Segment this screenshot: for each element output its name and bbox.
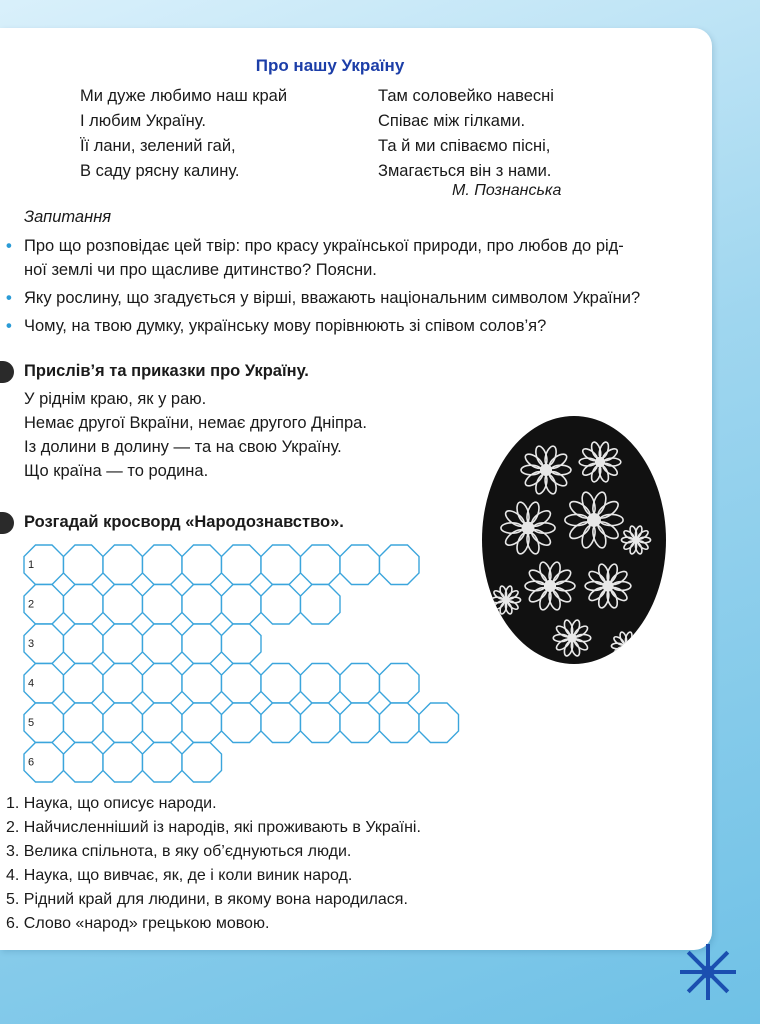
crossword-cell[interactable] — [182, 545, 222, 585]
poem-title: Про нашу Україну — [255, 56, 405, 75]
poem-line: Співає між гілками. — [378, 112, 526, 130]
crossword-cell[interactable] — [103, 545, 143, 585]
crossword-cell[interactable] — [222, 585, 262, 625]
poem-line: Змагається він з нами. — [378, 162, 552, 180]
poem-line: Ми дуже любимо наш край — [80, 87, 288, 105]
clue: 6. Слово «народ» грецькою мовою. — [6, 915, 270, 932]
clue: 2. Найчисленніший із народів, які проживають в Україні. — [6, 819, 421, 836]
crossword-cell[interactable] — [143, 664, 183, 704]
petrykivka-egg-icon — [476, 410, 672, 670]
poem-author: М. Познанська — [452, 182, 562, 199]
crossword-cell[interactable] — [64, 585, 104, 625]
crossword-cell[interactable] — [261, 585, 301, 625]
ornament-icon — [676, 940, 740, 1004]
proverb: Із долини в долину — та на свою Україну. — [24, 438, 342, 456]
crossword-cell[interactable] — [222, 624, 262, 664]
crossword-cell[interactable] — [143, 624, 183, 664]
crossword-cell[interactable] — [143, 703, 183, 743]
crossword-cell[interactable] — [340, 545, 380, 585]
crossword-cell[interactable] — [340, 703, 380, 743]
clue: 4. Наука, що вивчає, як, де і коли виник народ. — [6, 867, 353, 884]
crossword-cell[interactable] — [64, 545, 104, 585]
crossword-cell[interactable] — [222, 703, 262, 743]
crossword-cell[interactable] — [301, 545, 341, 585]
crossword-cell[interactable] — [261, 664, 301, 704]
poem-line: Її лани, зелений гай, — [80, 137, 236, 155]
crossword-cell[interactable] — [103, 664, 143, 704]
proverb: Що країна — то родина. — [24, 462, 209, 480]
crossword-cell[interactable] — [380, 545, 420, 585]
clue: 1. Наука, що описує народи. — [6, 795, 217, 812]
crossword-cell[interactable] — [301, 664, 341, 704]
bullet-icon: • — [6, 237, 12, 255]
crossword-cell[interactable] — [182, 743, 222, 783]
crossword-cell[interactable] — [222, 545, 262, 585]
crossword-row-number: 1 — [28, 559, 35, 571]
crossword-heading: Розгадай кросворд «Народознавство». — [24, 513, 344, 531]
crossword-cell[interactable] — [340, 664, 380, 704]
proverbs-heading: Прислів’я та приказки про Україну. — [24, 362, 309, 380]
crossword-cell[interactable] — [182, 664, 222, 704]
questions-heading: Запитання — [24, 208, 112, 226]
crossword-cell[interactable] — [261, 545, 301, 585]
bullet-icon: • — [6, 317, 12, 335]
crossword-row-number: 3 — [28, 638, 35, 650]
crossword-cell[interactable] — [182, 703, 222, 743]
crossword-cell[interactable] — [143, 743, 183, 783]
crossword-cell[interactable] — [64, 743, 104, 783]
crossword-cell[interactable] — [261, 703, 301, 743]
crossword-cell[interactable] — [222, 664, 262, 704]
question-item: • Про що розповідає цей твір: про красу української природи, про любов до рід- ної землі чи про щасливе дитинство? Поясни. — [24, 234, 684, 282]
crossword-cell[interactable] — [103, 743, 143, 783]
crossword-cell[interactable] — [103, 703, 143, 743]
crossword-cell[interactable] — [380, 664, 420, 704]
crossword-cell[interactable] — [103, 585, 143, 625]
crossword-cell[interactable] — [64, 624, 104, 664]
crossword-cell[interactable] — [182, 585, 222, 625]
crossword-cell[interactable] — [143, 585, 183, 625]
crossword-cell[interactable] — [380, 703, 420, 743]
crossword-cell[interactable] — [143, 545, 183, 585]
poem-line: Та й ми співаємо пісні, — [378, 137, 551, 155]
crossword-row-number: 2 — [28, 598, 35, 611]
bullet-icon: • — [6, 289, 12, 307]
crossword-cell[interactable] — [301, 585, 341, 625]
crossword-cell[interactable] — [64, 703, 104, 743]
crossword-cell[interactable] — [419, 703, 459, 743]
crossword-row-number: 6 — [28, 756, 35, 769]
crossword-clues — [6, 792, 421, 936]
clue: 3. Велика спільнота, в яку об’єднуються люди. — [6, 843, 352, 860]
clue: 5. Рідний край для людини, в якому вона народилася. — [6, 891, 408, 908]
question-item: • Чому, на твою думку, українську мову порівнюють зі співом солов’я? — [24, 314, 684, 338]
crossword-row-number: 5 — [28, 717, 35, 729]
proverb: Немає другої Вкраїни, немає другого Дніпра. — [24, 414, 367, 432]
crossword-cell[interactable] — [301, 703, 341, 743]
crossword-cell[interactable] — [64, 664, 104, 704]
question-item: • Яку рослину, що згадується у вірші, вважають національним символом України? — [24, 286, 684, 310]
poem-line: Там соловейко навесні — [378, 87, 554, 105]
crossword-cell[interactable] — [103, 624, 143, 664]
proverb: У ріднім краю, як у раю. — [24, 390, 207, 408]
poem-line: В саду рясну калину. — [80, 162, 240, 180]
crossword-cell[interactable] — [182, 624, 222, 664]
crossword-row-number: 4 — [28, 677, 35, 690]
poem-line: І любим Україну. — [80, 112, 206, 130]
